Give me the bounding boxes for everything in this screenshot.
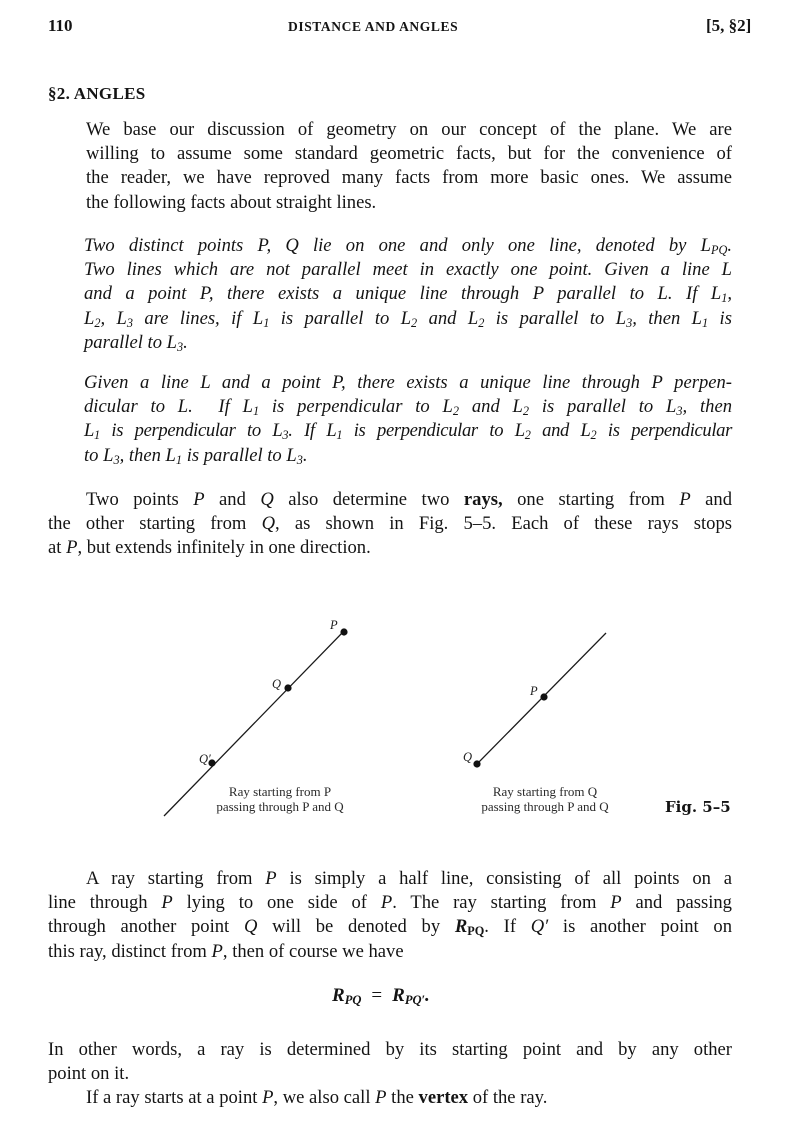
text-line: Two points P and Q also determine two rays, one starting from P and [86,489,732,510]
text-line: $L_1$ is perpendicular to $L_3$. If $L_1$ is perpendicular to $L_2$ and $L_2$ is perpendicular [84,420,733,443]
figure-number: Fig. 5–5 [665,798,731,816]
facts-block-2 [84,371,732,468]
text-line: at P, but extends infinitely in one direction. [48,537,371,559]
text-line: Two distinct points P, Q lie on one and only one line, denoted by $L_{PQ}$. [84,235,732,258]
label-P-right: P [530,684,538,698]
text-line: We base our discussion of geometry on our concept of the plane. We are [86,119,732,140]
text-line: the reader, we have reproved many facts from more basic ones. We assume [86,167,732,189]
text-line: parallel to $L_3$. [84,331,188,354]
term-rays: rays, [463,489,503,510]
rays-diagram [0,590,800,830]
running-title: DISTANCE AND ANGLES [288,19,459,34]
term-vertex: vertex [418,1087,469,1108]
caption-line: passing through P and Q [481,799,609,814]
text-line: to $L_3$, then $L_1$ is parallel to $L_3$. [84,444,308,467]
text-line: this ray, distinct from P, then of course we have [48,940,404,962]
label-Qprime-left: Q′ [199,752,211,766]
text-line: Two lines which are not parallel meet in exactly one point. Given a line L [84,259,732,281]
label-Q-left: Q [272,677,282,691]
text-line: A ray starting from P is simply a half line, consisting of all points on a [86,868,732,889]
caption-line: Ray starting from P [228,784,332,799]
figure-5-5 [0,590,800,830]
text-line: and a point P, there exists a unique line through P parallel to L. If $L_1$, [84,283,732,306]
page-number: 110 [48,16,73,35]
text-line: Given a line L and a point P, there exists a unique line through P perpen- [84,372,732,393]
right-point-P [540,693,547,700]
caption-line: Ray starting from Q [492,784,598,799]
ray-equation: $R_{PQ} = R_{PQ'}$. [332,985,430,1008]
section-reference: [5, §2] [706,16,752,35]
left-point-P [340,628,347,635]
label-P-left: P [330,618,338,632]
facts-block-1 [84,234,732,355]
text-line: willing to assume some standard geometric facts, but for the convenience of [86,143,732,165]
other-words-paragraph [48,1038,732,1086]
text-line: point on it. [48,1063,130,1085]
text-line: through another point Q will be denoted by $R_{PQ}$. If Q′ is another point on [48,916,732,939]
text-line: line through P lying to one side of P. The ray starting from P and passing [48,892,732,914]
text-line: $L_2$, $L_3$ are lines, if $L_1$ is parallel to $L_2$ and $L_2$ is parallel to $L_3$, then $L_1$ is [84,307,732,330]
section-title: §2. ANGLES [48,84,146,103]
left-caption [190,784,370,814]
label-Q-right: Q [463,750,473,764]
intro-paragraph [48,118,732,215]
text-line: If a ray starts at a point P, we also call P the vertex of the ray. [86,1087,548,1108]
rays-intro-paragraph [48,488,732,561]
left-point-Q [284,684,291,691]
caption-line: passing through P and Q [216,799,344,814]
text-line: In other words, a ray is determined by its starting point and by any other [48,1039,732,1060]
text-line: the other starting from Q, as shown in Fig. 5–5. Each of these rays stops [48,513,732,535]
right-point-Q [473,760,480,767]
right-caption [455,784,635,814]
text-line: the following facts about straight lines. [86,191,377,213]
half-line-paragraph [48,867,732,964]
text-line: dicular to L. If $L_1$ is perpendicular to $L_2$ and $L_2$ is parallel to $L_3$, then [84,396,732,419]
vertex-paragraph [48,1086,732,1110]
